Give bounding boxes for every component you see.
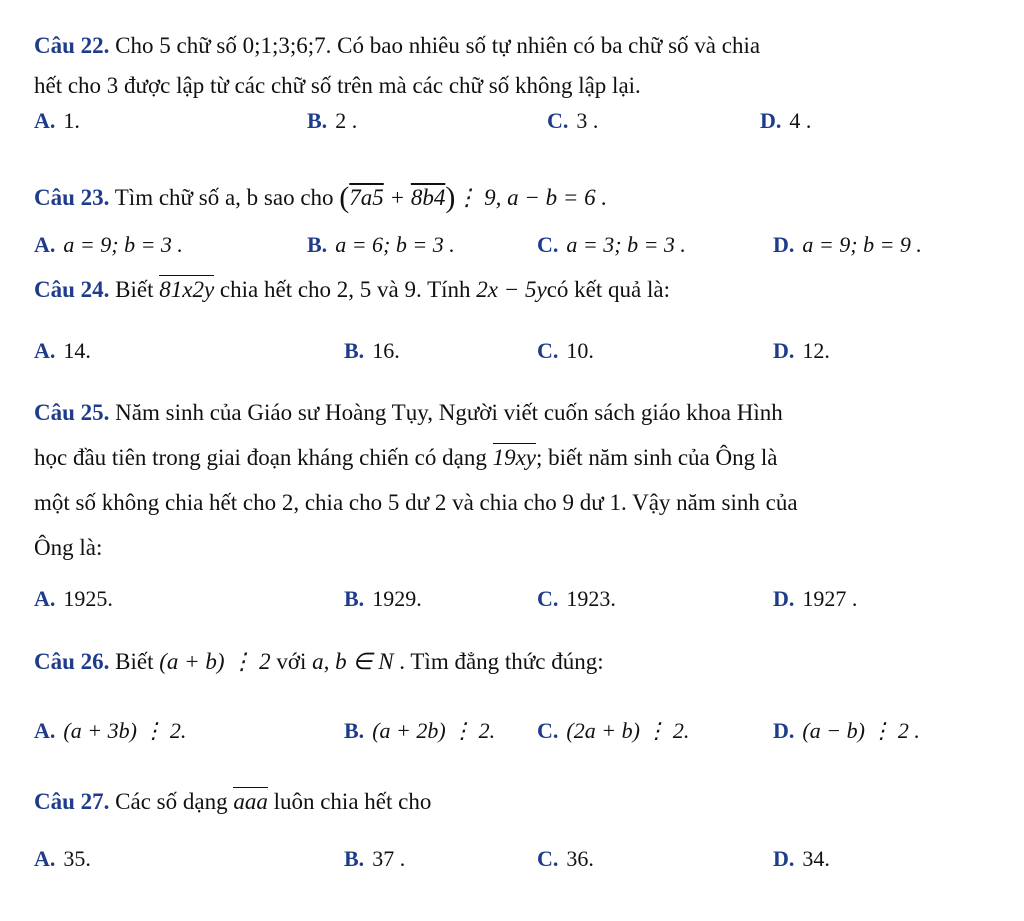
option-c[interactable] (537, 718, 689, 744)
question-text-line2: hết cho 3 được lập từ các chữ số trên mà các chữ số không lập lại. (34, 73, 641, 98)
number-7a5: 7a5 (349, 185, 384, 210)
question-label: Câu 27. (34, 789, 110, 814)
option-label: C. (537, 338, 559, 363)
option-label: B. (307, 232, 328, 257)
question-label: Câu 25. (34, 400, 110, 425)
option-d[interactable] (773, 232, 922, 258)
option-value: 2 . (335, 108, 358, 133)
question-text-mid: chia hết cho 2, 5 và 9. Tính (219, 277, 471, 302)
option-b[interactable] (344, 338, 400, 364)
question-text-line4: Ông là: (34, 535, 103, 560)
option-label: A. (34, 586, 56, 611)
question-text: Cho 5 chữ số 0;1;3;6;7. Có bao nhiêu số tự nhiên có ba chữ số và chia (115, 33, 761, 58)
option-value: 3 . (576, 108, 599, 133)
option-b[interactable] (344, 586, 422, 612)
option-value: (a + 3b) ⋮ 2. (63, 718, 187, 743)
option-label: C. (547, 108, 569, 133)
question-text-post: có kết quả là: (546, 277, 670, 302)
option-label: D. (760, 108, 782, 133)
option-d[interactable] (760, 108, 811, 134)
option-label: B. (307, 108, 328, 133)
question-text-pre: Biết (115, 277, 154, 302)
question-text-post: . Tìm đẳng thức đúng: (399, 649, 604, 674)
option-label: A. (34, 108, 56, 133)
option-value: a = 9; b = 9 . (802, 232, 922, 257)
option-a[interactable] (34, 586, 113, 612)
option-d[interactable] (773, 338, 830, 364)
option-c[interactable] (537, 338, 594, 364)
option-label: D. (773, 232, 795, 257)
option-c[interactable] (537, 232, 686, 258)
question-label: Câu 22. (34, 33, 110, 58)
option-c[interactable] (537, 846, 594, 872)
option-b[interactable] (344, 718, 495, 744)
option-c[interactable] (537, 586, 616, 612)
question-label: Câu 26. (34, 649, 110, 674)
option-value: 36. (566, 846, 594, 871)
option-d[interactable] (773, 586, 857, 612)
question-text-pre: Các số dạng (115, 789, 228, 814)
option-label: D. (773, 338, 795, 363)
option-value: 4 . (789, 108, 812, 133)
option-label: C. (537, 586, 559, 611)
option-a[interactable] (34, 846, 91, 872)
option-label: A. (34, 232, 56, 257)
option-value: 14. (63, 338, 91, 363)
question-23 (34, 178, 994, 218)
option-label: A. (34, 338, 56, 363)
option-label: C. (537, 232, 559, 257)
number-8b4: 8b4 (410, 185, 446, 210)
option-c[interactable] (547, 108, 598, 134)
option-label: A. (34, 718, 56, 743)
option-label: B. (344, 586, 365, 611)
option-value: 12. (802, 338, 830, 363)
question-text-pre: Biết (115, 649, 154, 674)
question-text: Năm sinh của Giáo sư Hoàng Tụy, Người viết cuốn sách giáo khoa Hình (115, 400, 783, 425)
set-membership: a, b ∈ N (312, 649, 394, 674)
question-label: Câu 23. (34, 185, 110, 210)
option-value: 35. (63, 846, 91, 871)
question-text-line3: một số không chia hết cho 2, chia cho 5 dư 2 và chia cho 9 dư 1. Vậy năm sinh của (34, 490, 798, 515)
number-aaa: aaa (233, 789, 268, 814)
question-text: Tìm chữ số a, b sao cho (114, 185, 334, 210)
option-value: a = 9; b = 3 . (63, 232, 183, 257)
option-value: 10. (566, 338, 594, 363)
question-text-post: luôn chia hết cho (273, 789, 432, 814)
option-value: (a + 2b) ⋮ 2. (372, 718, 496, 743)
option-label: D. (773, 846, 795, 871)
option-value: 1925. (63, 586, 113, 611)
option-d[interactable] (773, 718, 920, 744)
option-label: B. (344, 718, 365, 743)
option-b[interactable] (344, 846, 405, 872)
option-value: 1929. (372, 586, 422, 611)
option-label: A. (34, 846, 56, 871)
option-a[interactable] (34, 338, 91, 364)
option-label: B. (344, 846, 365, 871)
option-value: (a − b) ⋮ 2 . (802, 718, 920, 743)
option-value: 37 . (372, 846, 406, 871)
question-text-line2: học đầu tiên trong giai đoạn kháng chiến có dạng (34, 445, 487, 470)
option-label: B. (344, 338, 365, 363)
question-22 (34, 26, 994, 106)
option-a[interactable] (34, 108, 80, 134)
option-label: C. (537, 846, 559, 871)
question-25 (34, 390, 994, 570)
question-label: Câu 24. (34, 277, 110, 302)
question-26 (34, 642, 994, 682)
question-24 (34, 270, 994, 310)
question-27 (34, 782, 994, 822)
plus-sign: + (389, 185, 406, 210)
expression: (a + b) ⋮ 2 (159, 649, 271, 674)
option-label: D. (773, 586, 795, 611)
expression: 2x − 5y (476, 277, 547, 302)
divisibility-expression: (7a5 + 8b4)⋮ 9, a − b = 6 . (339, 181, 608, 214)
option-value: 1. (63, 108, 80, 133)
option-value: a = 6; b = 3 . (335, 232, 455, 257)
option-b[interactable] (307, 232, 455, 258)
number-81x2y: 81x2y (159, 277, 215, 302)
option-value: (2a + b) ⋮ 2. (566, 718, 690, 743)
number-19xy: 19xy (492, 445, 537, 470)
option-d[interactable] (773, 846, 830, 872)
question-text-mid: với (276, 649, 307, 674)
option-label: C. (537, 718, 559, 743)
option-a[interactable] (34, 232, 183, 258)
question-text-line2-post: ; biết năm sinh của Ông là (536, 445, 778, 470)
option-value: 1927 . (802, 586, 858, 611)
option-label: D. (773, 718, 795, 743)
expression-tail: ⋮ 9, a − b = 6 . (455, 185, 608, 210)
option-a[interactable] (34, 718, 186, 744)
option-value: a = 3; b = 3 . (566, 232, 686, 257)
option-b[interactable] (307, 108, 357, 134)
option-value: 34. (802, 846, 830, 871)
option-value: 1923. (566, 586, 616, 611)
option-value: 16. (372, 338, 400, 363)
